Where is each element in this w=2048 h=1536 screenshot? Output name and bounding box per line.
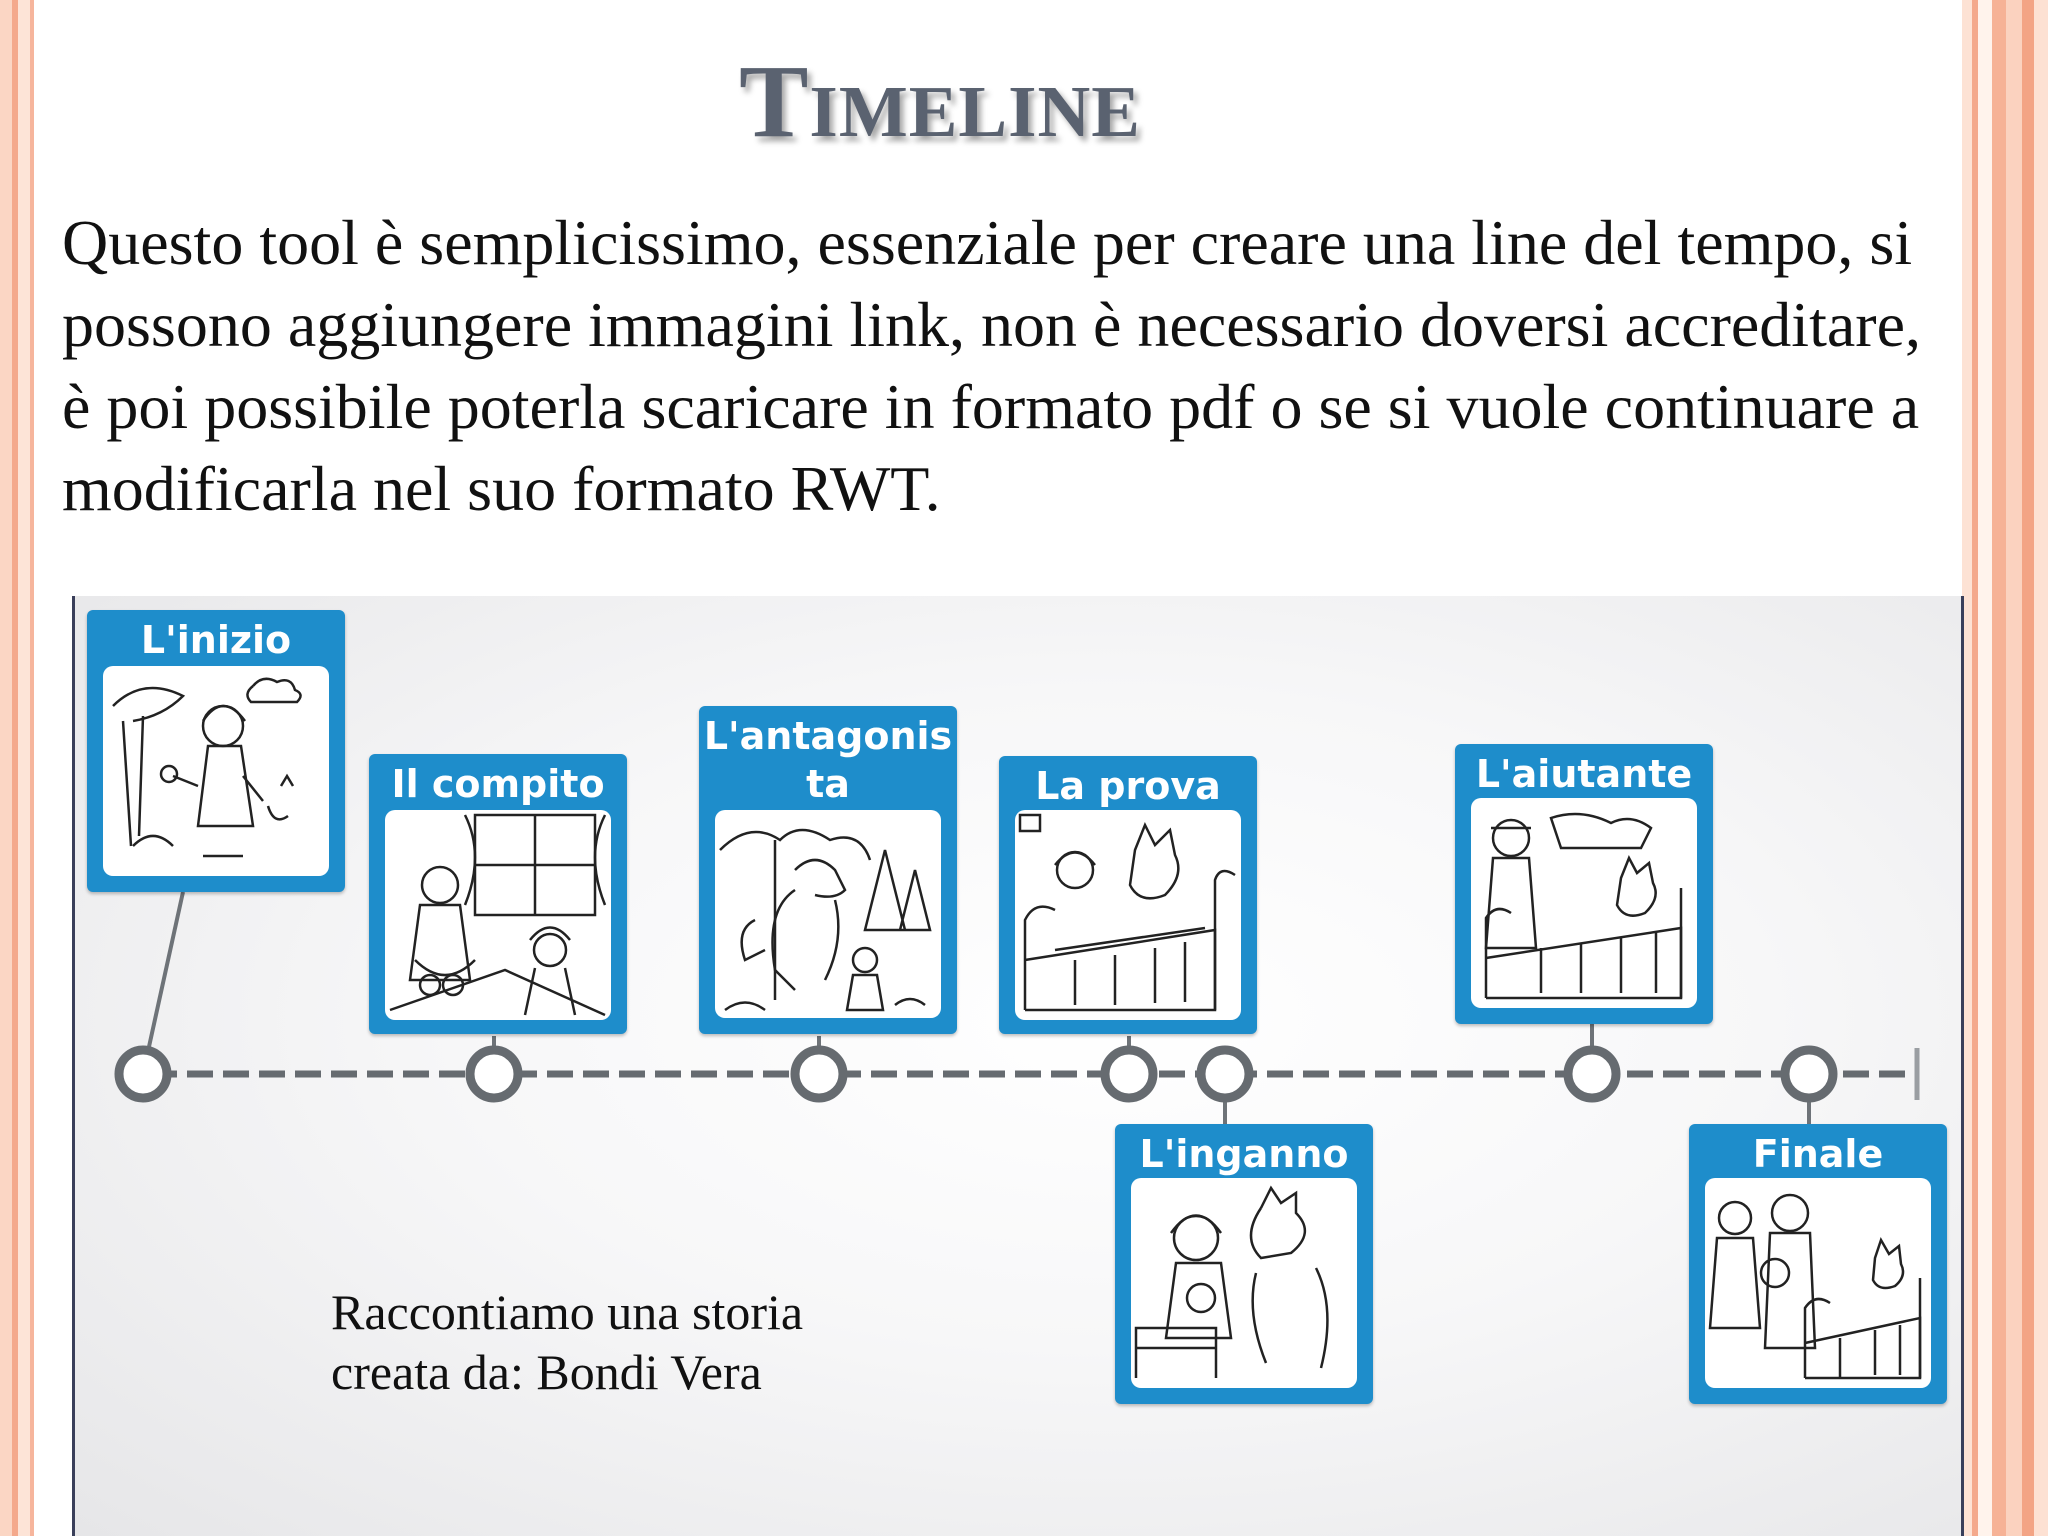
- timeline-card-antagonista[interactable]: [699, 706, 957, 1034]
- timeline-card-finale[interactable]: [1689, 1124, 1947, 1404]
- card-label: L'inganno: [1139, 1132, 1349, 1176]
- timeline-card-inganno[interactable]: [1115, 1124, 1373, 1404]
- timeline-screenshot: [72, 596, 1964, 1536]
- slide-body-text: Questo tool è semplicissimo, essenziale per creare una line del tempo, si possono aggiungere immagini link, non è necessario doversi accreditare, è poi possibile poterla scaricare in formato pdf o se si vuole continuare a modificarla nel suo formato RWT.: [62, 207, 1921, 524]
- timeline-node[interactable]: [470, 1050, 518, 1098]
- hunter-and-bed-icon: [1471, 798, 1697, 1008]
- card-label: La prova: [1035, 764, 1221, 808]
- right-decorative-border: [1962, 0, 2048, 1536]
- timeline-node[interactable]: [119, 1050, 167, 1098]
- card-label: Finale: [1752, 1132, 1884, 1176]
- card-illustration: [715, 810, 941, 1018]
- timeline-card-aiutante[interactable]: [1455, 744, 1713, 1024]
- card-illustration: [385, 810, 611, 1020]
- wolf-in-forest-icon: [715, 810, 941, 1018]
- caption-line-1: Raccontiamo una storia: [331, 1284, 804, 1340]
- card-illustration: [1471, 798, 1697, 1008]
- slide-title: Timeline: [739, 44, 1141, 159]
- timeline-card-prova[interactable]: [999, 756, 1257, 1034]
- girl-in-forest-icon: [103, 666, 329, 876]
- card-label: L'inizio: [140, 618, 292, 662]
- timeline-caption: [331, 1282, 803, 1402]
- left-decorative-border: [0, 0, 44, 1536]
- card-illustration: [1705, 1178, 1931, 1388]
- happy-ending-icon: [1705, 1178, 1931, 1388]
- card-illustration: [103, 666, 329, 876]
- timeline-card-compito[interactable]: [369, 754, 627, 1034]
- card-illustration: [1015, 810, 1241, 1020]
- card-label: L'antagonis ta: [703, 714, 953, 806]
- card-label: L'aiutante: [1475, 752, 1693, 796]
- caption-line-2: creata da: Bondi Vera: [331, 1344, 762, 1400]
- timeline-node[interactable]: [795, 1050, 843, 1098]
- timeline-node[interactable]: [1201, 1050, 1249, 1098]
- card-illustration: [1131, 1178, 1357, 1388]
- card-label: Il compito: [391, 762, 605, 806]
- timeline-node[interactable]: [1568, 1050, 1616, 1098]
- wolf-in-bed-icon: [1015, 810, 1241, 1020]
- timeline-node[interactable]: [1785, 1050, 1833, 1098]
- timeline-node[interactable]: [1105, 1050, 1153, 1098]
- mother-and-girl-icon: [385, 810, 611, 1020]
- timeline-card-inizio[interactable]: [87, 610, 345, 892]
- girl-and-wolf-icon: [1131, 1178, 1357, 1388]
